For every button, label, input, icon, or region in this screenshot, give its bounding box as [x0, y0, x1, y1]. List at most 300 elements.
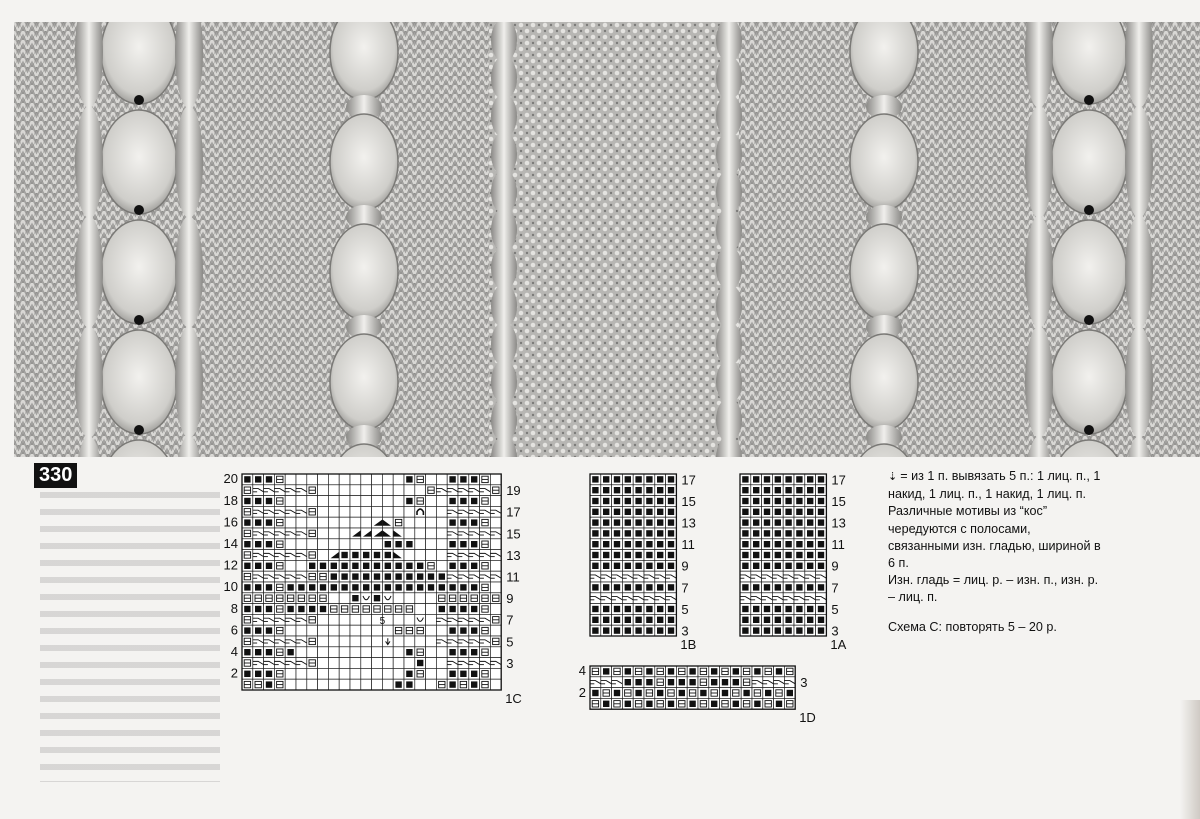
chart-cell — [655, 677, 666, 688]
chart-cell — [361, 647, 372, 658]
chart-cell — [328, 506, 339, 517]
chart-cell — [794, 614, 805, 625]
chart-cell — [426, 506, 437, 517]
chart-cell — [318, 496, 329, 507]
chart-cell — [590, 582, 601, 593]
chart-cell — [805, 517, 816, 528]
chart-cell — [318, 506, 329, 517]
chart-cell — [590, 496, 601, 507]
chart-cell — [274, 668, 285, 679]
chart-cell — [264, 636, 275, 647]
chart-cell — [307, 593, 318, 604]
chart-1b — [588, 470, 728, 652]
chart-cell — [447, 550, 458, 561]
row-number-right: 9 — [831, 558, 839, 574]
chart-cell — [242, 571, 253, 582]
chart-cell — [426, 614, 437, 625]
chart-cell — [740, 506, 751, 517]
chart-cell — [350, 506, 361, 517]
chart-label: 1D — [799, 710, 816, 726]
chart-cell — [805, 625, 816, 636]
chart-cell — [436, 658, 447, 669]
chart-cell — [264, 593, 275, 604]
chart-cell — [307, 679, 318, 690]
chart-cell — [490, 614, 501, 625]
chart-cell — [805, 604, 816, 615]
chart-cell — [328, 560, 339, 571]
chart-cell — [382, 668, 393, 679]
chart-cell — [328, 485, 339, 496]
chart-cell — [622, 582, 633, 593]
chart-cell — [372, 636, 383, 647]
chart-cell — [763, 677, 774, 688]
faded-bleed-text — [40, 492, 220, 782]
chart-cell — [393, 571, 404, 582]
chart-cell — [772, 593, 783, 604]
chart-cell — [361, 474, 372, 485]
chart-cell — [783, 485, 794, 496]
chart-cell — [655, 550, 666, 561]
chart-cell — [752, 666, 763, 677]
chart-cell — [393, 528, 404, 539]
cable-twist — [716, 284, 742, 328]
chart-cell — [622, 698, 633, 709]
cable-twist — [716, 398, 742, 442]
row-number-right: 17 — [831, 472, 846, 488]
row-number-right: 5 — [506, 634, 514, 650]
chart-cell — [490, 528, 501, 539]
chart-cell — [666, 677, 677, 688]
chart-cell — [447, 506, 458, 517]
chart-cell — [612, 571, 623, 582]
chart-cell — [307, 604, 318, 615]
chart-cell — [794, 517, 805, 528]
chart-cell — [393, 614, 404, 625]
chart-cell — [328, 571, 339, 582]
chart-cell — [644, 485, 655, 496]
chart-cell — [655, 528, 666, 539]
chart-cell — [339, 496, 350, 507]
chart-cell — [404, 625, 415, 636]
chart-cell — [772, 528, 783, 539]
chart-cell — [426, 625, 437, 636]
chart-cell — [350, 560, 361, 571]
chart-cell — [307, 614, 318, 625]
chart-cell — [328, 593, 339, 604]
chart-cell — [404, 647, 415, 658]
chart-cell — [601, 539, 612, 550]
chart-cell — [242, 474, 253, 485]
row-number-left: 18 — [223, 492, 238, 508]
chart-cell — [783, 506, 794, 517]
chart-cell — [436, 474, 447, 485]
chart-cell — [393, 496, 404, 507]
chart-cell — [404, 679, 415, 690]
chart-cell — [601, 517, 612, 528]
chart-cell — [296, 625, 307, 636]
chart-cell — [622, 539, 633, 550]
chart-cell — [784, 666, 795, 677]
chart-cell — [805, 485, 816, 496]
chart-cell — [328, 550, 339, 561]
side-cable — [1025, 106, 1053, 218]
chart-cell — [339, 593, 350, 604]
chart-cell — [644, 698, 655, 709]
chart-cell — [805, 474, 816, 485]
chart-cell — [762, 560, 773, 571]
chart-cell — [772, 550, 783, 561]
bobble-dot — [134, 315, 144, 325]
chart-cell — [622, 688, 633, 699]
chart-cell — [612, 550, 623, 561]
chart-cell — [480, 636, 491, 647]
chart-cell — [328, 679, 339, 690]
chart-cell — [805, 571, 816, 582]
chart-cell — [655, 604, 666, 615]
chart-cell — [490, 604, 501, 615]
chart-cell — [622, 550, 633, 561]
chart-cell — [296, 582, 307, 593]
chart-cell — [458, 679, 469, 690]
chart-grid — [242, 474, 501, 690]
chart-cell — [264, 571, 275, 582]
chart-cell — [372, 528, 383, 539]
chart-cell — [458, 604, 469, 615]
chart-cell — [404, 604, 415, 615]
chart-cell — [415, 560, 426, 571]
chart-cell — [350, 528, 361, 539]
chart-cell — [328, 614, 339, 625]
chart-cell — [339, 485, 350, 496]
leaf-motif — [101, 220, 177, 324]
chart-cell — [350, 485, 361, 496]
chart-cell — [644, 560, 655, 571]
cable-twist — [491, 170, 517, 214]
row-number-right: 15 — [681, 493, 696, 509]
chart-cell — [393, 658, 404, 669]
chart-cell — [490, 647, 501, 658]
chart-cell — [469, 550, 480, 561]
chart-cell — [393, 517, 404, 528]
chart-cell — [307, 571, 318, 582]
chart-cell — [436, 593, 447, 604]
chart-cell — [633, 506, 644, 517]
chart-cell — [633, 593, 644, 604]
chart-cell — [426, 474, 437, 485]
chart-cell — [253, 485, 264, 496]
chart-cell — [264, 614, 275, 625]
row-number-right: 19 — [506, 483, 521, 499]
chart-cell — [328, 658, 339, 669]
chart-cell — [415, 593, 426, 604]
leaf-motif — [101, 110, 177, 214]
chart-cell — [415, 582, 426, 593]
chart-cell — [633, 528, 644, 539]
chart-cell — [318, 604, 329, 615]
chart-1a — [738, 470, 878, 652]
bobble-dot — [1084, 95, 1094, 105]
chart-cell — [285, 506, 296, 517]
chart-cell — [655, 666, 666, 677]
chart-cell — [436, 517, 447, 528]
chart-cell — [762, 474, 773, 485]
chart-cell — [274, 604, 285, 615]
chart-cell — [426, 485, 437, 496]
chart-cell — [253, 593, 264, 604]
chart-cell — [772, 560, 783, 571]
chart-cell — [285, 625, 296, 636]
chart-cell — [285, 539, 296, 550]
chart-cell — [436, 604, 447, 615]
chart-cell — [274, 474, 285, 485]
chart-cell — [447, 485, 458, 496]
side-cable — [1125, 326, 1153, 438]
chart-cell — [415, 668, 426, 679]
chart-cell — [350, 679, 361, 690]
chart-cell — [253, 506, 264, 517]
chart-cell — [285, 636, 296, 647]
chart-cell — [307, 474, 318, 485]
chart-cell — [426, 582, 437, 593]
chart-cell — [393, 679, 404, 690]
chart-cell — [350, 539, 361, 550]
chart-cell — [762, 625, 773, 636]
chart-cell — [458, 560, 469, 571]
chart-cell — [274, 506, 285, 517]
chart-cell — [666, 688, 677, 699]
chart-cell — [676, 677, 687, 688]
chart-cell — [805, 539, 816, 550]
side-cable — [75, 216, 103, 328]
chart-cell — [666, 625, 677, 636]
chart-cell — [318, 658, 329, 669]
chart-cell — [794, 550, 805, 561]
chart-cell — [296, 474, 307, 485]
chart-cell — [264, 539, 275, 550]
chart-cell — [447, 593, 458, 604]
chart-cell — [372, 593, 383, 604]
row-number-right: 15 — [831, 493, 846, 509]
chart-cell — [480, 550, 491, 561]
chart-cell — [296, 658, 307, 669]
side-cable — [175, 216, 203, 328]
chart-cell — [590, 517, 601, 528]
chart-cell — [469, 528, 480, 539]
side-cable — [75, 106, 103, 218]
chart-cell — [709, 698, 720, 709]
chart-cell — [372, 550, 383, 561]
chart-cell — [285, 593, 296, 604]
chart-cell — [633, 677, 644, 688]
chart-cell — [794, 485, 805, 496]
chart-cell — [458, 506, 469, 517]
chart-cell — [816, 528, 827, 539]
chart-cell — [328, 625, 339, 636]
chart-cell — [772, 485, 783, 496]
chart-cell — [339, 506, 350, 517]
chart-cell — [794, 539, 805, 550]
chart-cell — [741, 688, 752, 699]
chart-cell — [805, 496, 816, 507]
chart-cell — [361, 625, 372, 636]
chart-cell — [447, 636, 458, 647]
chart-cell — [436, 485, 447, 496]
chart-cell — [274, 582, 285, 593]
chart-cell — [490, 668, 501, 679]
chart-cell — [666, 496, 677, 507]
chart-cell — [242, 668, 253, 679]
pattern-number: 330 — [34, 463, 77, 488]
chart-cell — [350, 474, 361, 485]
chart-cell — [350, 668, 361, 679]
chart-cell — [436, 560, 447, 571]
chart-cell — [762, 485, 773, 496]
chart-cell — [447, 582, 458, 593]
chart-cell — [698, 698, 709, 709]
chart-cell — [601, 688, 612, 699]
chart-cell — [469, 593, 480, 604]
chart-cell — [361, 550, 372, 561]
chart-cell — [633, 474, 644, 485]
chart-cell — [264, 474, 275, 485]
chart-cell — [612, 677, 623, 688]
row-number-right: 13 — [681, 515, 696, 531]
row-number-left: 12 — [223, 557, 238, 573]
chart-cell — [655, 517, 666, 528]
chart-cell — [740, 539, 751, 550]
cable-twist — [491, 208, 517, 252]
cable-twist — [491, 322, 517, 366]
chart-cell — [426, 539, 437, 550]
chart-cell — [296, 506, 307, 517]
chart-cell — [644, 666, 655, 677]
chart-cell — [296, 539, 307, 550]
chart-cell — [655, 571, 666, 582]
chart-cell — [296, 593, 307, 604]
chart-cell — [774, 698, 785, 709]
chart-cell — [382, 560, 393, 571]
chart-cell — [590, 614, 601, 625]
chart-cell — [469, 517, 480, 528]
chart-cell — [285, 496, 296, 507]
chart-cell — [328, 604, 339, 615]
chart-label: 1C — [505, 691, 522, 706]
row-number-left: 2 — [578, 684, 586, 700]
chart-cell — [307, 506, 318, 517]
chart-cell — [382, 550, 393, 561]
chart-cell — [285, 647, 296, 658]
chart-cell — [805, 582, 816, 593]
chart-cell — [480, 604, 491, 615]
chart-cell — [816, 485, 827, 496]
chart-cell — [415, 571, 426, 582]
chart-cell — [242, 593, 253, 604]
chart-cell — [264, 625, 275, 636]
chart-cell — [436, 636, 447, 647]
chart-cell — [720, 677, 731, 688]
chart-cell — [633, 582, 644, 593]
chart-cell — [264, 679, 275, 690]
chart-cell — [772, 614, 783, 625]
bobble-dot — [134, 95, 144, 105]
row-number-left: 4 — [578, 663, 586, 679]
chart-cell — [264, 517, 275, 528]
chart-cell — [285, 517, 296, 528]
chart-cell — [458, 593, 469, 604]
chart-cell — [666, 550, 677, 561]
legend-symbol-line: ⇣ = из 1 п. вывязать 5 п.: 1 лиц. п., 1 накид, 1 лиц. п., 1 накид, 1 лиц. п. — [888, 469, 1101, 502]
chart-cell — [404, 614, 415, 625]
chart-cell — [590, 474, 601, 485]
chart-cell — [633, 625, 644, 636]
chart-cell — [274, 658, 285, 669]
chart-cell — [242, 528, 253, 539]
chart-cell — [655, 560, 666, 571]
chart-cell — [436, 647, 447, 658]
chart-cell — [590, 506, 601, 517]
chart-cell — [458, 474, 469, 485]
chart-cell — [752, 698, 763, 709]
chart-cell — [382, 474, 393, 485]
chart-cell — [372, 539, 383, 550]
chart-cell — [644, 517, 655, 528]
chart-cell — [622, 666, 633, 677]
chart-cell — [783, 560, 794, 571]
chart-cell — [490, 679, 501, 690]
chart-cell — [242, 496, 253, 507]
chart-cell — [480, 614, 491, 625]
chart-cell — [242, 658, 253, 669]
chart-cell — [253, 517, 264, 528]
chart-cell — [415, 625, 426, 636]
chart-cell — [601, 506, 612, 517]
chart-cell — [644, 625, 655, 636]
chart-cell — [622, 485, 633, 496]
chart-cell — [285, 679, 296, 690]
chart-cell — [426, 604, 437, 615]
chart-cell — [490, 636, 501, 647]
chart-cell — [741, 666, 752, 677]
chart-cell — [339, 668, 350, 679]
chart-cell — [350, 571, 361, 582]
chart-cell — [382, 582, 393, 593]
chart-cell — [264, 604, 275, 615]
chart-cell — [458, 571, 469, 582]
chart-cell — [601, 593, 612, 604]
chart-cell — [361, 614, 372, 625]
row-number-left: 8 — [230, 600, 238, 616]
chart-cell — [763, 698, 774, 709]
chart-cell — [622, 528, 633, 539]
chart-cell — [296, 560, 307, 571]
chart-cell — [601, 485, 612, 496]
chart-cell — [253, 658, 264, 669]
chart-cell — [590, 550, 601, 561]
chart-cell — [740, 485, 751, 496]
chart-cell — [339, 474, 350, 485]
chart-cell — [307, 636, 318, 647]
chart-cell — [480, 539, 491, 550]
chart-cell — [339, 658, 350, 669]
chart-cell — [372, 582, 383, 593]
chart-cell — [590, 560, 601, 571]
chart-cell — [666, 560, 677, 571]
chart-cell — [253, 539, 264, 550]
chart-cell — [436, 550, 447, 561]
chart-cell — [816, 625, 827, 636]
bobble-dot — [1084, 315, 1094, 325]
chart-cell — [774, 666, 785, 677]
